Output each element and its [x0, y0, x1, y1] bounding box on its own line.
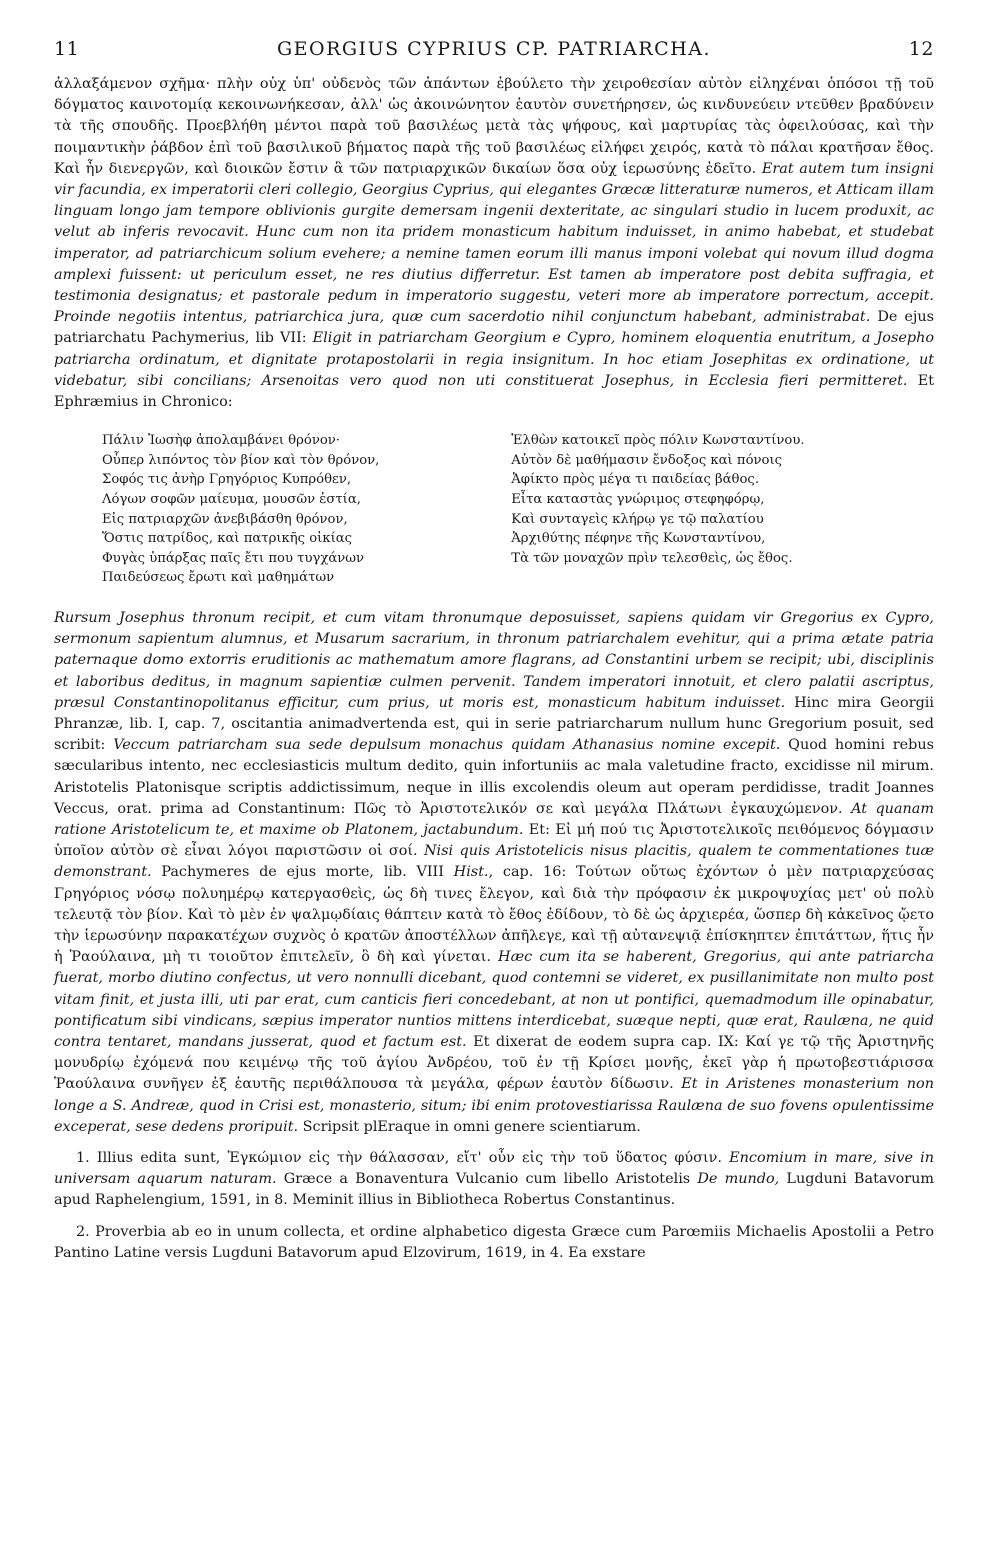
paragraph-1 [54, 74, 934, 413]
roman-text: Hinc mira Georgii Phranzæ, lib. I, cap. 7, oscitantia animadvertenda est, qui in serie patriarcharum nullum hunc Gregorium posuit, sed scribit: [54, 694, 934, 754]
latin-quote: Arsenoitas vero quod non uti constituerat Josephus, in Ecclesia fieri permitteret. [261, 372, 908, 389]
roman-text: Pachymeres de ejus morte, lib. VIII [161, 864, 444, 881]
spacer [54, 1138, 934, 1148]
latin-translation: Hæc cum ita se haberent, Gregorius, qui ante patriarcha fuerat, morbo diutino confectus, ut vero nonnulli dicebant, quod contemni se videret, ex pusillanimitate non multo post vitam finit, et justa illi, uti par erat, cum canticis fieri concedebant, at non ut pontifici, quemadmodum ille opinabatur, pontificatum sibi vindicans, sæpius imperator nuntios mittens interdicebat, suæque nepti, quæ erat, Raulæna, ne quid contra tentaret, mandans jusserat, quod et factum est. [54, 949, 935, 1051]
latin-title: De mundo, [697, 1171, 780, 1188]
poem-line: Εἶτα καταστὰς γνώριμος στεφηφόρῳ, [511, 492, 765, 508]
greek-text: Εἰ μή πού τις Ἀριστοτελικοῖς πειθόμενος δόγμασιν ὑποῖον αὐτὸν σὲ εἶναι λόγοι παριστῶσιν οἱ σοί. [54, 822, 935, 860]
spacer [54, 1212, 934, 1222]
latin-translation: Erat autem tum insigni vir facundia, ex imperatorii cleri collegio, Georgius Cyprius, qui elegantes Græcæ litteraturæ numeros, et Atticam illam linguam longo jam tempore oblivionis gurgite demersam ingenii dexteritate, ac singulari studio in lucem produxit, ac velut ab inferis revocavit. Hunc cum non ita pridem monasticum habitum induisset, in animo habebat, et studebat imperator, ad patriarchicum solium evehere; a nemine tamen eorum illi manus imponi volebat qui novum illud dogma amplexi fuissent: ut periculum esset, ne res diutius differretur. Est tamen ab imperatore post debita suffragia, et testimonia designatus; et pastorale pedum in imperatorio suggestu, veteri more ab imperatore porrectum, accepit. Proinde negotiis intentus, patriarchica jura, quæ cum sacerdotio nihil conjunctum habebant, administrabat. [54, 160, 934, 326]
poem-line: Καὶ συνταγεὶς κλήρῳ γε τῷ παλατίου [511, 511, 764, 527]
poem-line: Πάλιν Ἰωσὴφ ἀπολαμβάνει θρόνον· [102, 433, 340, 449]
poem-line: Ἀρχιθύτης πέφηνε τῆς Κωνσταντίνου, [511, 531, 766, 547]
greek-text: Τούτων οὕτως ἐχόντων ὁ μὲν πατριαρχεύσας Γρηγόριος νόσῳ πολυημέρῳ κατεργασθεὶς, ὡς δὴ τινες ἔλεγον, καὶ διὰ τὴν πρόφασιν ἐκ μικροψυχίας μετ' οὐ πολὺ τελευτᾷ τὸν βίον. Καὶ τὸ μὲν ἐν ψαλμῳδίαις θάπτειν κατὰ τὸ ἔθος ἐδίδουν, τὸ δὲ ὡς ἀρχιερέα, ὥσπερ δὴ κἀκεῖνος ᾤετο τὴν ἱερωσύνην παρακατέχων συχνὸς ὁ κρατῶν ἀποστέλλων ἀπῆλεγε, καὶ τῇ αὐτανεψιᾷ ἐπίσκηπτεν ἐπιτάττων, ἥτις ἦν ἡ Ῥαούλαινα, μὴ τι τοιοῦτον ἐπιτελεῖν, ὃ δὴ καὶ γίνεται. [54, 864, 935, 966]
roman-text: Scripsit plEraque in omni genere scientiarum. [302, 1118, 641, 1135]
roman-text: Lugduni Batavorum apud Raphelengium, 1591, in 8. Meminit illius in Bibliotheca Robertus Constantinus. [54, 1171, 935, 1209]
poem-line: Ἀφίκτο πρὸς μέγα τι παιδείας βάθος. [511, 472, 760, 488]
poem-line: Αὐτὸν δὲ μαθήμασιν ἔνδοξος καὶ πόνοις [511, 452, 783, 468]
running-title: GEORGIUS CYPRIUS CP. PATRIARCHA. [276, 38, 712, 60]
roman-text: De ejus patriarchatu Pachymerius, lib VII: [54, 309, 935, 347]
greek-text: ἀλλαξάμενον σχῆμα· πλὴν οὐχ ὑπ' οὐδενὸς τῶν ἁπάντων ἐβούλετο τὴν χειροθεσίαν αὐτὸν εἰληχέναι ὁπόσοι τῇ τοῦ δόγματος καινοτομίᾳ κεκοινωνήκεσαν, ἀλλ' ὡς ἀκοινώνητον ἑαυτὸν συνετήρησεν, ὡς κινδυνεύειν ντεῦθεν βραδύνειν τὰ τῆς σπουδῆς. Προεβλήθη μέντοι παρὰ τοῦ βασιλέως μετὰ τὰς ψήφους, καὶ μαρτυρίας τὰς ὀφειλούσας, καὶ τὴν ποιμαντικὴν ῥάβδον ἐπὶ τοῦ βασιλικοῦ βήματος παρὰ τῆς τοῦ βασιλέως εἰλήφει χειρός, κατὰ τὸ πάλαι κρατῆσαν ἔθος. Καὶ ἦν διενεργῶν, καὶ διοικῶν ἔστιν ἃ τῶν πατριαρχικῶν δικαίων ὅσα οὐχ ἱερωσύνης ἐδεῖτο. [54, 76, 934, 177]
page-number-left: 11 [54, 38, 80, 60]
roman-text: Græce a Bonaventura Vulcanio cum libello Aristotelis [283, 1171, 691, 1188]
page-number-right: 12 [908, 38, 934, 60]
poem-line: Φυγὰς ὑπάρξας παῖς ἔτι που τυγχάνων [102, 550, 365, 566]
roman-text: 2. Proverbia ab eo in unum collecta, et ordine alphabetico digesta Græce cum Parœmiis Michaelis Apostolii a Petro Pantino Latine versis Lugduni Batavorum apud Elzovirum, 1619, in 4. Ea exstare [54, 1223, 934, 1261]
roman-text: , cap. 16: [488, 864, 567, 881]
item-number-text: 1. Illius edita sunt, [76, 1150, 221, 1167]
greek-text: Ἐγκώμιον εἰς τὴν θάλασσαν, εἴτ' οὖν εἰς τὴν τοῦ ὕδατος φύσιν. [227, 1150, 722, 1167]
latin-quote: Veccum patriarcham sua sede depulsum monachus quidam Athanasius nomine excepit. [113, 737, 781, 754]
latin-quote: At quanam ratione Aristotelicum te, et maxime ob Platonem, jactabundum. [54, 800, 935, 839]
poem-line: Παιδεύσεως ἔρωτι καὶ μαθημάτων [102, 570, 335, 586]
poem-column-left [102, 431, 485, 588]
list-item-1 [54, 1148, 934, 1212]
latin-title: Encomium in mare, sive in universam aquarum naturam. [54, 1150, 935, 1188]
latin-translation: Rursum Josephus thronum recipit, et cum vitam thronumque deposuisset, sapiens quidam vir Gregorius ex Cypro, sermonum sapientum alumnus, et Musarum sacrarium, in thronum patriarchalem evehitur, qui a prima ætate patria paternaque domo extorris eruditionis ac mathematum amore flagrans, ad Constantini urbem se recipit; ubi, disciplinis et laboribus deditus, in magnum sapientiæ culmen pervenit. Tandem imperatori innotuit, et clero palatii ascriptus, præsul Constantinopolitanus efficitur, cum prius, ut moris est, monasticum habitum induisset. [54, 610, 934, 711]
roman-text: Et Ephræmius in Chronico: [54, 372, 934, 411]
greek-text: Πῶς τὸ Ἀριστοτελικόν σε καὶ μεγάλα Πλάτωνι ἐγκαυχώμενον. [353, 800, 843, 817]
latin-quote: Eligit in patriarcham Georgium e Cypro, hominem eloquentia enutritum, a Josepho patriarcha ordinatum, et dignitate protapostolarii in regia insignitum. In hoc etiam Josephitas ex ordinatione, ut videbatur, sibi concilians; [54, 330, 934, 389]
latin-quote: Nisi quis Aristotelicis nisus placitis, qualem te commentationes tuæ demonstrant. [54, 843, 934, 881]
poem-line: Εἰς πατριαρχῶν ἀνεβιβάσθη θρόνον, [102, 511, 348, 527]
poem-line: Σοφός τις ἀνὴρ Γρηγόριος Κυπρόθεν, [102, 472, 352, 488]
poem-block [102, 431, 934, 588]
poem-line: Λόγων σοφῶν μαίευμα, μουσῶν ἑστία, [102, 492, 361, 508]
roman-text: Et dixerat de eodem supra cap. IX: [473, 1034, 739, 1051]
poem-line: Οὗπερ λιπόντος τὸν βίον καὶ τὸν θρόνον, [102, 452, 380, 468]
latin-translation: Et in Aristenes monasterium non longe a S. Andreæ, quod in Crisi est, monasterio, situm; ibi enim protovestiarissa Raulæna de suo fovens opulentissime exceperat, sese dedens proripuit. [54, 1076, 934, 1135]
poem-line: Ὅστις πατρίδος, καὶ πατρικῆς οἰκίας [102, 531, 353, 547]
roman-text: Quod homini rebus sæcularibus intento, nec ecclesiasticis multum dedito, quin infortuniis ac mala valetudine fracto, excidisse nil mirum. Aristotelis Platonisque scriptis addictissimum, neque in illis excolendis oleum aut operam perdidisse, tradit Joannes Veccus, orat. prima ad Constantinum: [54, 737, 935, 817]
running-head [54, 38, 934, 60]
poem-line: Τὰ τῶν μοναχῶν πρὶν τελεσθεὶς, ὡς ἔθος. [511, 550, 793, 566]
list-item-2 [54, 1222, 934, 1264]
roman-text: Et: [528, 822, 550, 839]
paragraph-2 [54, 608, 934, 1138]
greek-text: Καί γε τῷ τῆς Ἀριστηνῆς μονυδρίῳ ἐχόμενά που κειμένῳ τῆς τοῦ ἁγίου Ἀνδρέου, τοῦ ἐν τῇ Κρίσει μονῆς, ἐκεῖ γὰρ ἡ πρωτοβεστιάρισσα Ῥαούλαινα συνῆγεν ἐξ ἑαυτῆς περιθάλπουσα τὰ μεγάλα, φέρων ἑαυτὸν δίδωσιν. [54, 1034, 934, 1093]
poem-line: Ἐλθὼν κατοικεῖ πρὸς πόλιν Κωνσταντίνου. [511, 433, 805, 449]
latin-quote: Hist. [453, 864, 489, 881]
poem-column-right [511, 431, 934, 588]
